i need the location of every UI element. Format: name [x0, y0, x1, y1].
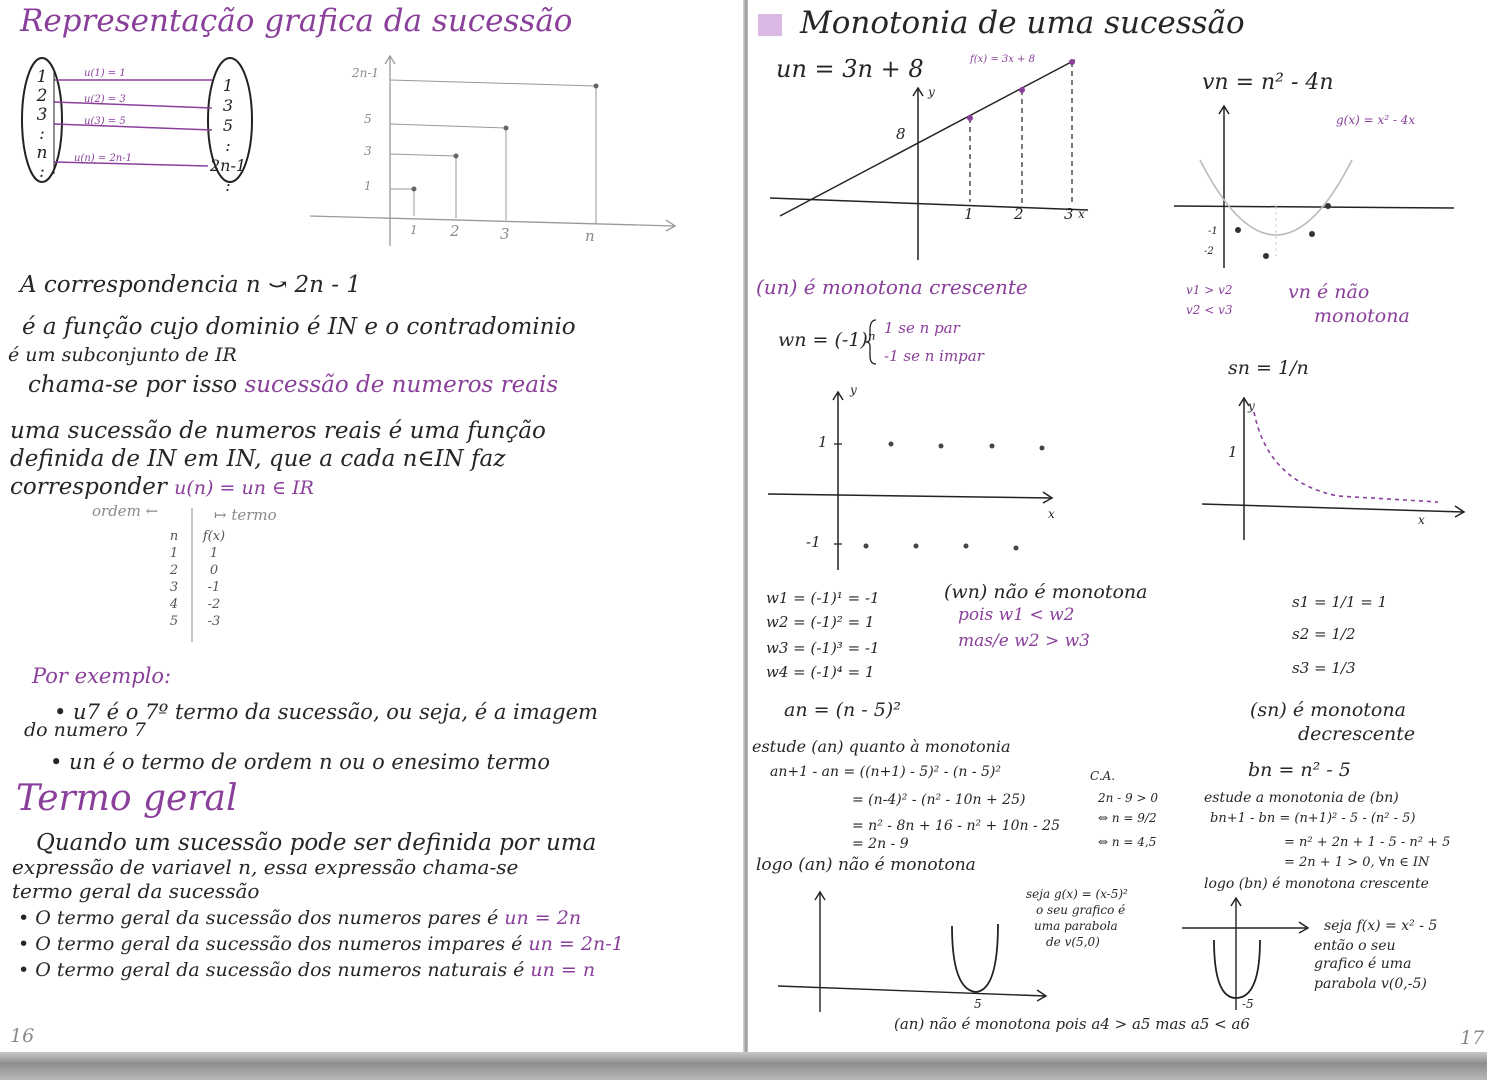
table-cell: 1 [169, 546, 179, 561]
axis-label: y [928, 85, 935, 99]
axis-label: y [850, 383, 857, 397]
y-tick: -1 [806, 533, 821, 551]
left-page [0, 0, 744, 1052]
bullet-line: • O termo geral da sucessão dos numeros pares é un = 2n [18, 907, 582, 929]
domain-item: 3 [36, 105, 48, 125]
table-divider [190, 508, 194, 642]
map-label: u(n) = 2n-1 [74, 153, 132, 164]
wn-case: 1 se n par [884, 319, 960, 337]
map-label: u(1) = 1 [84, 68, 126, 79]
paragraph-line: é a função cujo dominio é IN e o contradominio [22, 314, 576, 340]
axis-label: x [1078, 207, 1085, 221]
formula-bn: bn = n² - 5 [1248, 759, 1351, 781]
graph-point [864, 544, 869, 549]
paragraph-line: definida de IN em IN, que a cada n∈IN faz [10, 446, 506, 472]
codomain-item: : [225, 176, 231, 195]
graph-point [964, 544, 969, 549]
table-ordem-label: ordem ← [92, 502, 159, 520]
vn-conclusion: vn é não [1288, 281, 1370, 303]
an-step: an+1 - an = ((n+1) - 5)² - (n - 5)² [770, 764, 1001, 780]
title-bullet-square [758, 14, 782, 36]
wn-conclusion: mas/e w2 > w3 [958, 631, 1090, 651]
table-cell: 2 [169, 563, 179, 578]
axis-label: x [1418, 513, 1425, 527]
example-line: • u7 é o 7º termo da sucessão, ou seja, é a imagem [54, 700, 598, 724]
bn-step: = n² + 2n + 1 - 5 - n² + 5 [1284, 835, 1451, 850]
vn-comparison: v1 > v2 [1186, 283, 1233, 297]
codomain-item: : [225, 136, 231, 155]
w-value: w3 = (-1)³ = -1 [766, 639, 880, 657]
y-tick: -2 [1204, 246, 1214, 257]
conclusion-un: (un) é monotona crescente [756, 275, 1028, 299]
paragraph-line: termo geral da sucessão [12, 879, 260, 903]
y-tick: 3 [364, 144, 372, 158]
graph-point [1263, 253, 1269, 259]
graph-point [504, 126, 509, 131]
domain-item: 2 [36, 86, 48, 106]
ca-line: ⇔ n = 4,5 [1098, 835, 1157, 849]
table-head-n: n [169, 529, 179, 544]
x-tick: 1 [410, 223, 418, 237]
sn-conclusion: decrescente [1298, 723, 1416, 745]
paragraph-line: uma sucessão de numeros reais é uma função [10, 418, 546, 444]
scan-edge [0, 1052, 1487, 1080]
sn-conclusion: (sn) é monotona [1250, 699, 1406, 721]
graph-point [412, 187, 417, 192]
graph-point [1325, 203, 1331, 209]
x-tick: n [585, 227, 595, 245]
paragraph-line: chama-se por isso sucessão de numeros reais [28, 372, 559, 398]
example-line: • un é o termo de ordem n ou o enesimo termo [50, 750, 550, 774]
paragraph-line: Quando um sucessão pode ser definida por uma [36, 830, 597, 856]
graph-point [594, 84, 599, 89]
x-tick: 3 [500, 225, 510, 243]
y-tick: 2n-1 [352, 66, 380, 80]
gx-note: de v(5,0) [1046, 935, 1100, 949]
fx-note: então o seu [1314, 938, 1396, 954]
graph-point [914, 544, 919, 549]
formula-un: un = 3n + 8 [776, 55, 924, 83]
graph-point [939, 444, 944, 449]
gx-note: seja g(x) = (x-5)² [1026, 887, 1128, 901]
paragraph-line: expressão de variavel n, essa expressão chama-se [12, 855, 519, 879]
table-cell: 5 [169, 614, 179, 629]
gx-note: o seu grafico é [1036, 903, 1126, 917]
fx-note: parabola v(0,-5) [1314, 976, 1427, 992]
table-head-f: f(x) [202, 529, 226, 544]
codomain-item: 5 [222, 116, 234, 135]
x-tick: 3 [1064, 205, 1074, 223]
map-label: u(3) = 5 [84, 116, 126, 127]
graph-point [1040, 446, 1045, 451]
y-tick: 5 [364, 112, 372, 126]
domain-item: n [36, 143, 48, 163]
page-title-right: Monotonia de uma sucessão [800, 5, 1245, 41]
fx-note: seja f(x) = x² - 5 [1324, 918, 1438, 934]
formula-wn: wn = (-1)ⁿ [778, 329, 876, 351]
paragraph-line: é um subconjunto de IR [8, 344, 237, 366]
graph-point [967, 115, 973, 121]
domain-item: : [39, 162, 45, 182]
x-tick: 2 [1014, 205, 1024, 223]
x-tick: 1 [964, 205, 974, 223]
an-final: (an) não é monotona pois a4 > a5 mas a5 < a6 [894, 1015, 1250, 1033]
graph-point [889, 442, 894, 447]
graph-point [1069, 59, 1075, 65]
page-title-left: Representação grafica da sucessão [20, 3, 573, 39]
table-cell: 4 [169, 597, 179, 612]
y-tick: -1 [1208, 226, 1218, 237]
parabola-graph-vn [1172, 100, 1462, 270]
page-number: 16 [10, 1025, 35, 1047]
y-tick: -5 [1242, 997, 1254, 1011]
brace [866, 318, 880, 366]
an-study: estude (an) quanto à monotonia [752, 737, 1011, 756]
fx-label: f(x) = 3x + 8 [970, 54, 1035, 65]
table-cell: 0 [209, 563, 219, 578]
linear-graph [770, 82, 1090, 272]
paragraph-line: corresponder u(n) = un ∈ IR [10, 474, 314, 500]
parabola-graph-an [770, 888, 1060, 1018]
wn-conclusion: pois w1 < w2 [958, 605, 1075, 625]
formula-an: an = (n - 5)² [784, 699, 901, 721]
bn-conclusion: logo (bn) é monotona crescente [1204, 876, 1429, 892]
graph-point [1309, 231, 1315, 237]
bn-step: = 2n + 1 > 0, ∀n ∈ IN [1284, 855, 1430, 870]
graph-point [1014, 546, 1019, 551]
an-step: = (n-4)² - (n² - 10n + 25) [852, 792, 1026, 808]
w-value: w1 = (-1)¹ = -1 [766, 589, 880, 607]
parabola-graph-bn [1178, 894, 1328, 1014]
codomain-item: 3 [222, 96, 234, 115]
an-step: = 2n - 9 [852, 836, 909, 852]
gx-note: uma parabola [1034, 919, 1118, 933]
x-tick: 5 [974, 997, 982, 1011]
y-tick: 1 [1228, 443, 1238, 461]
table-cell: 1 [209, 546, 219, 561]
axis-label: x [1048, 507, 1055, 521]
table-cell: 3 [169, 580, 179, 595]
example-line: do numero 7 [24, 719, 147, 741]
s-value: s1 = 1/1 = 1 [1292, 593, 1388, 611]
correspondence-text: A correspondencia n ⤻ 2n - 1 [20, 272, 362, 298]
bullet-line: • O termo geral da sucessão dos numeros impares é un = 2n-1 [18, 933, 624, 955]
wn-conclusion: (wn) não é monotona [944, 581, 1148, 603]
table-cell: -1 [207, 580, 221, 595]
bn-study: estude a monotonia de (bn) [1204, 790, 1399, 806]
axis-label: y [1248, 399, 1255, 413]
wn-case: -1 se n impar [884, 347, 984, 365]
ca-line: C.A. [1090, 769, 1116, 783]
gx-label: g(x) = x² - 4x [1336, 113, 1416, 127]
map-label: u(2) = 3 [84, 94, 126, 105]
formula-vn: vn = n² - 4n [1202, 70, 1334, 95]
vn-comparison: v2 < v3 [1186, 303, 1233, 317]
ca-line: 2n - 9 > 0 [1098, 791, 1158, 805]
y-tick: 1 [364, 179, 372, 193]
vn-conclusion: monotona [1314, 305, 1410, 327]
domain-item: 1 [36, 67, 48, 87]
fx-note: grafico é uma [1314, 956, 1412, 972]
y-tick: 1 [818, 433, 828, 451]
s-value: s2 = 1/2 [1292, 625, 1356, 643]
example-heading: Por exemplo: [32, 664, 172, 688]
codomain-item: 2n-1 [209, 156, 247, 175]
bn-step: bn+1 - bn = (n+1)² - 5 - (n² - 5) [1210, 811, 1416, 826]
s-value: s3 = 1/3 [1292, 659, 1356, 677]
right-page [748, 0, 1487, 1052]
graph-point [1019, 87, 1025, 93]
table-cell: -3 [207, 614, 221, 629]
hyperbola-graph [1198, 392, 1468, 542]
graph-point [454, 154, 459, 159]
an-conclusion: logo (an) não é monotona [756, 855, 976, 875]
section-heading-termo-geral: Termo geral [16, 778, 238, 819]
ca-line: ⇔ n = 9/2 [1098, 811, 1157, 825]
page-number: 17 [1460, 1027, 1485, 1049]
bullet-line: • O termo geral da sucessão dos numeros naturais é un = n [18, 959, 596, 981]
w-value: w4 = (-1)⁴ = 1 [766, 663, 875, 681]
x-tick: 2 [450, 222, 460, 240]
graph-point [1235, 227, 1241, 233]
codomain-item: 1 [222, 76, 234, 95]
formula-sn: sn = 1/n [1228, 357, 1309, 379]
w-value: w2 = (-1)² = 1 [766, 613, 875, 631]
table-termo-label: ↦ termo [214, 506, 277, 524]
an-step: = n² - 8n + 16 - n² + 10n - 25 [852, 818, 1060, 834]
domain-item: : [39, 124, 45, 144]
y-tick: 8 [896, 125, 906, 143]
table-cell: -2 [207, 597, 221, 612]
graph-point [990, 444, 995, 449]
